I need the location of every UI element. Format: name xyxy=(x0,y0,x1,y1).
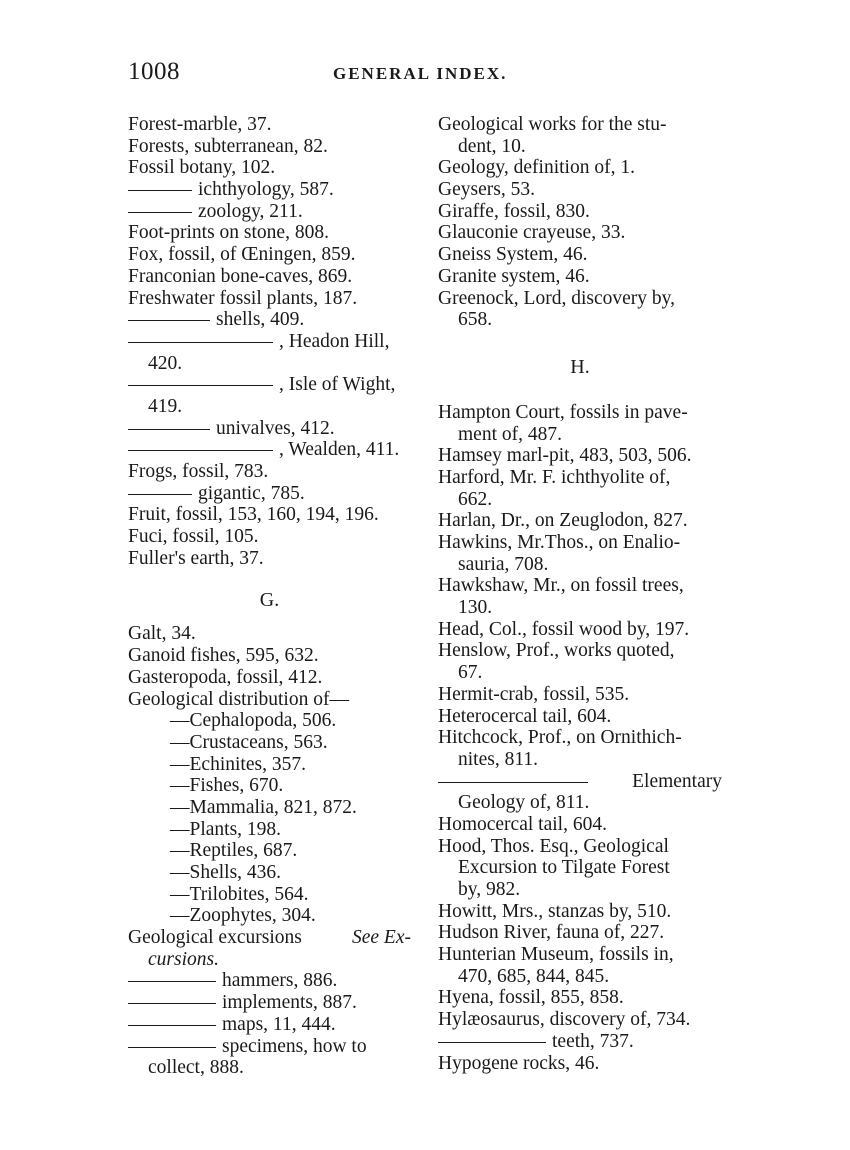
index-continuation: 658. xyxy=(458,309,493,331)
index-subentry: specimens, how to xyxy=(128,1036,411,1058)
index-entry: Geology, definition of, 1. xyxy=(438,157,635,179)
index-subentry: univalves, 412. xyxy=(128,418,411,440)
index-subentry: —Zoophytes, 304. xyxy=(170,905,316,927)
index-subentry: —Shells, 436. xyxy=(170,862,282,883)
index-entry: Hypogene rocks, 46. xyxy=(438,1052,600,1074)
index-entry: Hitchcock, Prof., on Ornithich- xyxy=(438,727,682,749)
index-continuation: 420. xyxy=(148,352,183,374)
index-continuation: 67. xyxy=(458,662,483,684)
index-entry: Homocercal tail, 604. xyxy=(438,813,607,835)
index-entry: Glauconie crayeuse, 33. xyxy=(438,222,626,244)
index-entry: Hyena, fossil, 855, 858. xyxy=(438,987,624,1009)
page-number: 1008 xyxy=(128,58,180,85)
index-entry: Hermit-crab, fossil, 535. xyxy=(438,683,630,705)
index-entry: Harlan, Dr., on Zeuglodon, 827. xyxy=(438,510,688,532)
index-subentry: shells, 409. xyxy=(128,309,411,331)
index-subentry: —Cephalopoda, 506. xyxy=(170,710,337,732)
left-column xyxy=(128,114,411,1079)
index-entry: Frogs, fossil, 783. xyxy=(128,461,269,482)
index-continuation: 419. xyxy=(148,395,183,417)
index-subentry: ichthyology, 587. xyxy=(128,179,411,201)
index-entry: Gasteropoda, fossil, 412. xyxy=(128,666,323,688)
running-head: GENERAL INDEX. xyxy=(333,64,508,83)
ditto-rule xyxy=(128,494,192,495)
index-entry: Fossil botany, 102. xyxy=(128,157,276,179)
index-entry: Hunterian Museum, fossils in, xyxy=(438,944,674,966)
index-entry: Hudson River, fauna of, 227. xyxy=(438,922,665,944)
ditto-rule xyxy=(128,385,273,386)
index-entry: Fuci, fossil, 105. xyxy=(128,526,259,548)
index-entry: Hamsey marl-pit, 483, 503, 506. xyxy=(438,445,692,467)
index-subentry: , Isle of Wight, xyxy=(128,374,411,396)
index-entry: Head, Col., fossil wood by, 197. xyxy=(438,618,690,640)
right-column xyxy=(438,114,722,1074)
ditto-rule xyxy=(128,342,273,343)
index-entry: Franconian bone-caves, 869. xyxy=(128,265,353,287)
index-entry: Fruit, fossil, 153, 160, 194, 196. xyxy=(128,504,379,526)
index-continuation: nites, 811. xyxy=(458,748,538,770)
index-subentry: —Mammalia, 821, 872. xyxy=(170,796,357,818)
index-entry: Forest-marble, 37. xyxy=(128,114,272,135)
cross-reference: See Ex- xyxy=(352,927,411,949)
index-continuation: 470, 685, 844, 845. xyxy=(458,965,610,987)
index-continuation: Geology of, 811. xyxy=(458,792,590,814)
index-entry: Hampton Court, fossils in pave- xyxy=(438,401,688,423)
ditto-rule xyxy=(128,1003,216,1004)
ditto-rule xyxy=(128,981,216,982)
section-heading-g: G. xyxy=(259,589,280,612)
index-subentry: —Plants, 198. xyxy=(170,818,282,840)
index-subentry: zoology, 211. xyxy=(128,201,411,223)
ditto-rule xyxy=(128,1047,216,1048)
index-subentry: gigantic, 785. xyxy=(128,483,411,505)
index-entry: Geological works for the stu- xyxy=(438,114,667,135)
index-entry: Foot-prints on stone, 808. xyxy=(128,222,329,244)
index-entry: Fox, fossil, of Œningen, 859. xyxy=(128,244,356,266)
index-entry: Granite system, 46. xyxy=(438,265,590,287)
index-entry: Hawkins, Mr.Thos., on Enalio- xyxy=(438,532,681,553)
index-entry: Harford, Mr. F. ichthyolite of, xyxy=(438,466,671,488)
index-entry: Forests, subterranean, 82. xyxy=(128,135,328,157)
index-entry: Giraffe, fossil, 830. xyxy=(438,200,590,222)
ditto-rule xyxy=(438,1042,546,1043)
index-entry: Freshwater fossil plants, 187. xyxy=(128,287,358,309)
index-entry: Gneiss System, 46. xyxy=(438,244,588,266)
ditto-rule xyxy=(128,320,210,321)
index-entry: Geological excursions See Ex- xyxy=(128,927,411,949)
index-entry: Heterocercal tail, 604. xyxy=(438,705,612,727)
index-entry: Geological distribution of— xyxy=(128,688,349,710)
index-subentry: , Wealden, 411. xyxy=(128,439,411,461)
ditto-rule xyxy=(128,212,192,213)
index-continuation: dent, 10. xyxy=(458,135,526,157)
index-entry: Geysers, 53. xyxy=(438,179,535,201)
index-subentry: —Crustaceans, 563. xyxy=(170,731,328,753)
index-subentry: —Trilobites, 564. xyxy=(170,883,309,905)
index-continuation: 662. xyxy=(458,488,493,510)
index-subentry: Elementary xyxy=(438,771,722,793)
index-continuation: cursions. xyxy=(148,948,219,970)
index-subentry: teeth, 737. xyxy=(438,1031,722,1053)
index-subentry: —Fishes, 670. xyxy=(170,775,284,797)
index-entry: Howitt, Mrs., stanzas by, 510. xyxy=(438,900,672,922)
page-header xyxy=(128,58,728,92)
index-subentry: maps, 11, 444. xyxy=(128,1014,411,1036)
index-subentry: , Headon Hill, xyxy=(128,331,411,353)
index-entry: Galt, 34. xyxy=(128,623,196,645)
ditto-rule xyxy=(438,782,588,783)
index-continuation: by, 982. xyxy=(458,879,521,900)
index-continuation: collect, 888. xyxy=(148,1057,244,1079)
index-continuation: sauria, 708. xyxy=(458,553,549,575)
index-subentry: —Reptiles, 687. xyxy=(170,840,298,862)
index-continuation: 130. xyxy=(458,597,493,619)
index-entry: Henslow, Prof., works quoted, xyxy=(438,640,675,662)
index-entry: Hood, Thos. Esq., Geological xyxy=(438,835,669,857)
index-continuation: Excursion to Tilgate Forest xyxy=(458,857,670,879)
index-entry: Ganoid fishes, 595, 632. xyxy=(128,645,319,667)
index-subentry: hammers, 886. xyxy=(128,970,411,992)
index-subentry: implements, 887. xyxy=(128,992,411,1014)
ditto-rule xyxy=(128,450,273,451)
index-subentry: —Echinites, 357. xyxy=(170,753,306,775)
ditto-rule xyxy=(128,190,192,191)
index-entry: Hawkshaw, Mr., on fossil trees, xyxy=(438,575,684,597)
section-heading-h: H. xyxy=(570,355,590,378)
index-entry: Hylæosaurus, discovery of, 734. xyxy=(438,1009,691,1031)
ditto-rule xyxy=(128,429,210,430)
ditto-rule xyxy=(128,1025,216,1026)
index-entry: Greenock, Lord, discovery by, xyxy=(438,287,675,309)
index-continuation: ment of, 487. xyxy=(458,423,562,445)
index-entry: Fuller's earth, 37. xyxy=(128,547,264,569)
